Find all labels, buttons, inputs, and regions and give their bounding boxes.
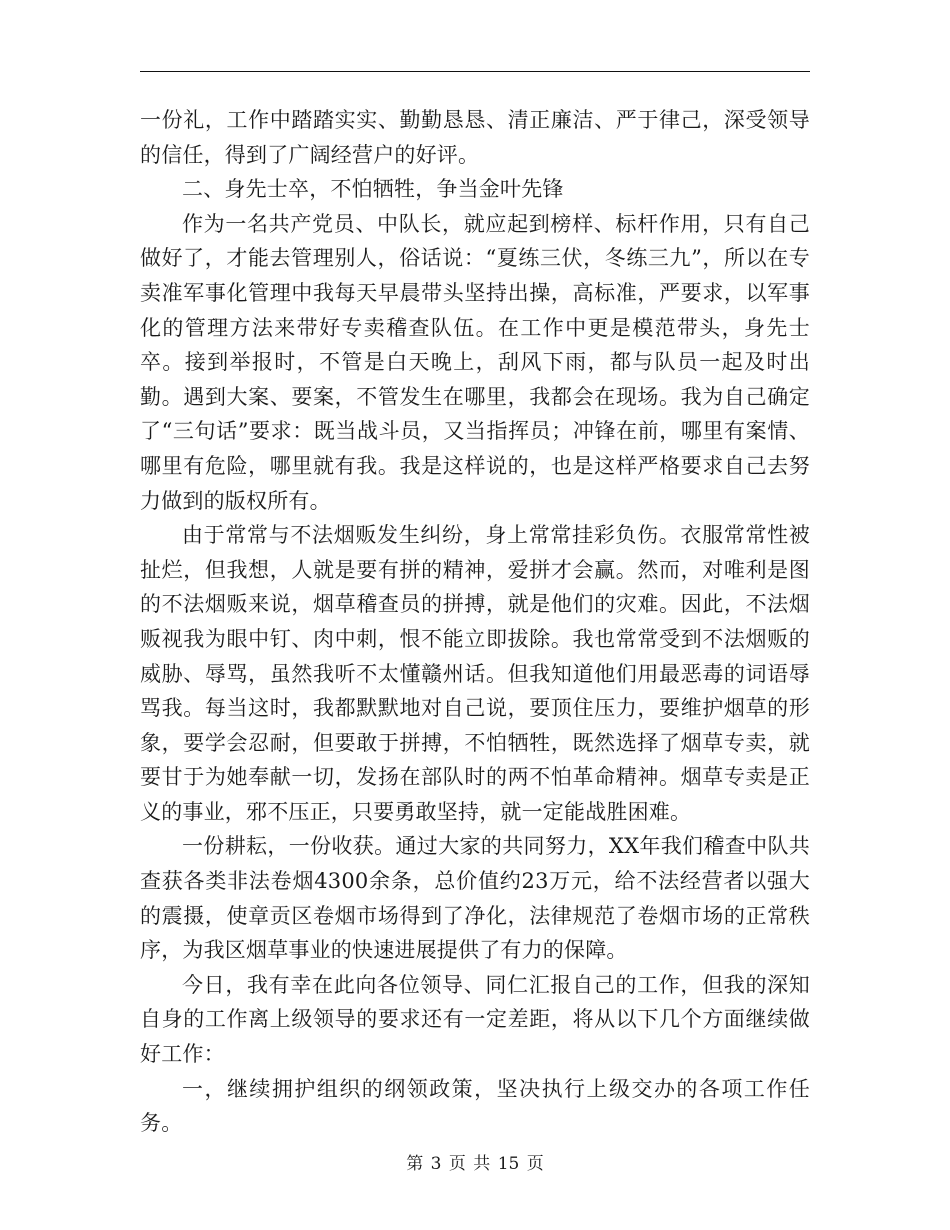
section-heading: 二、身先士卒，不怕牺牲，争当金叶先锋 xyxy=(182,177,564,202)
paragraph-6: 一，继续拥护组织的纲领政策，坚决执行上级交办的各项工作任务。 xyxy=(140,1076,810,1136)
document-body xyxy=(140,103,810,1141)
page-number-footer: 第 3 页 共 15 页 xyxy=(406,1154,544,1174)
paragraph-3: 由于常常与不法烟贩发生纠纷，身上常常挂彩负伤。衣服常常性被扯烂，但我想，人就是要有拼的精神，爱拼才会赢。然而，对唯利是图的不法烟贩来说，烟草稽查员的拼搏，就是他们的灾难。因此，不法烟贩视我为眼中钉、肉中刺，恨不能立即拔除。我也常常受到不法烟贩的威胁、辱骂，虽然我听不太懂赣州话。但我知道他们用最恶毒的词语辱骂我。每当这时，我都默默地对自己说，要顶住压力，要维护烟草的形象，要学会忍耐，但要敢于拼搏，不怕牺牲，既然选择了烟草专卖，就要甘于为她奉献一切，发扬在部队时的两不怕革命精神。烟草专卖是正义的事业，邪不压正，只要勇敢坚持，就一定能战胜困难。 xyxy=(140,523,810,824)
paragraph-2: 作为一名共产党员、中队长，就应起到榜样、标杆作用，只有自己做好了，才能去管理别人，俗话说：“夏练三伏，冬练三九”，所以在专卖准军事化管理中我每天早晨带头坚持出操，高标准，严要求，以军事化的管理方法来带好专卖稽查队伍。在工作中更是模范带头，身先士卒。接到举报时，不管是白天晚上，刮风下雨，都与队员一起及时出勤。遇到大案、要案，不管发生在哪里，我都会在现场。我为自己确定了“三句话”要求：既当战斗员，又当指挥员；冲锋在前，哪里有案情、哪里有危险，哪里就有我。我是这样说的，也是这样严格要求自己去努力做到的版权所有。 xyxy=(140,211,810,513)
paragraph-4: 一份耕耘，一份收获。通过大家的共同努力，XX年我们稽查中队共查获各类非法卷烟4300余条，总价值约23万元，给不法经营者以强大的震摄，使章贡区卷烟市场得到了净化，法律规范了卷烟市场的正常秩序，为我区烟草事业的快速进展提供了有力的保障。 xyxy=(140,834,810,963)
header-rule xyxy=(140,71,810,72)
paragraph-1: 一份礼，工作中踏踏实实、勤勤恳恳、清正廉洁、严于律己，深受领导的信任，得到了广阔经营户的好评。 xyxy=(140,108,810,167)
paragraph-5: 今日，我有幸在此向各位领导、同仁汇报自己的工作，但我的深知自身的工作离上级领导的要求还有一定差距，将从以下几个方面继续做好工作： xyxy=(140,972,810,1067)
